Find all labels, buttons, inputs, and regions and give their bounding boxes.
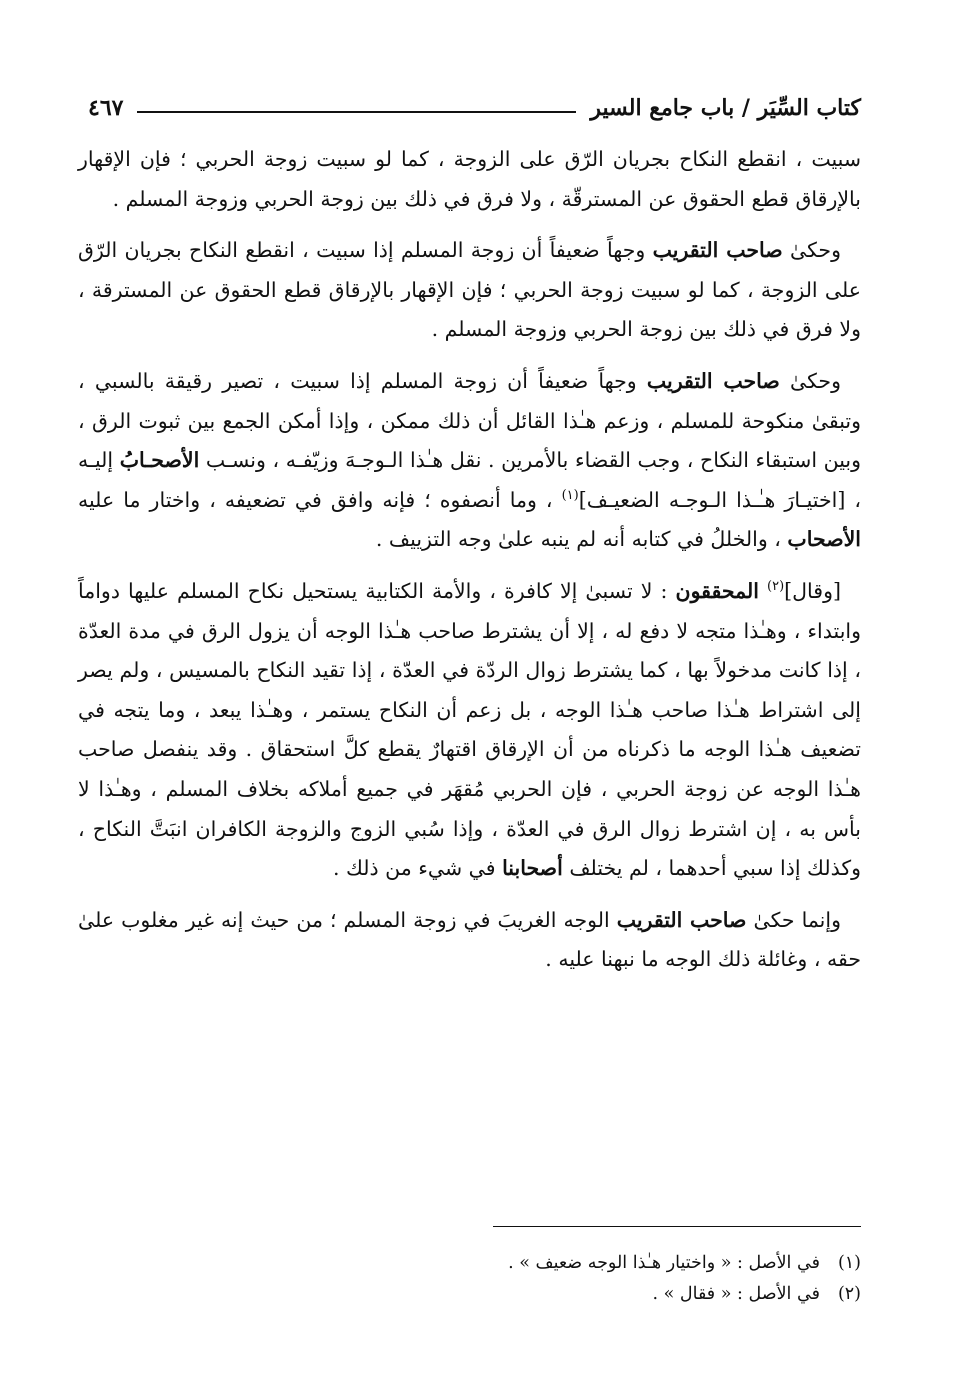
text-run: وحكىٰ <box>779 368 841 393</box>
bold-term: الأصحاب <box>787 527 861 552</box>
text-run: وجهاً ضعيفاً أن زوجة المسلم إذا سبيت ، تصير رقيقة بالسبي ، وتبقىٰ منكوحة للمسلم ، وزعم هـٰذا القائل أن ذلك ممكن ، وإذا أمكن الجمع بين ثبوت الرق ، وبين استبقاء النكاح ، وجب القضاء بالأمرين . نقل هـٰذا الـوجـهَ وزيّفـه ، ونسـب <box>78 368 861 473</box>
bold-term: صاحب التقريب <box>646 368 780 393</box>
text-run: وحكىٰ <box>782 238 841 263</box>
footnote-divider <box>493 1226 861 1227</box>
bold-term: صاحب التقريب <box>616 907 747 932</box>
text-run: وإنما حكىٰ <box>746 907 841 932</box>
text-run: في شيء من ذلك . <box>332 856 503 881</box>
bold-term: أصحابنا <box>502 856 563 881</box>
paragraph <box>78 901 861 980</box>
text-run: ، وما أنصفوه ؛ فإنه وافق في تضعيفه ، واختار ما عليه <box>78 487 562 512</box>
footnote-text: في الأصل : « واختيار هـٰذا الوجه ضعيف » . <box>508 1253 820 1273</box>
page-number: ٤٦٧ <box>88 95 124 121</box>
header-rule <box>137 111 576 113</box>
paragraph <box>78 362 861 560</box>
footnote-item <box>300 1248 861 1279</box>
text-run: إليـه ، [اختيـارَ هـٰـذا الـوجـه الضعيـف] <box>78 448 862 512</box>
bold-term: صاحب التقريب <box>652 238 783 263</box>
main-text <box>78 140 861 992</box>
text-run <box>759 579 767 603</box>
footnote-item <box>300 1279 861 1310</box>
text-run: ، والخللُ في كتابه أنه لم ينبه علىٰ وجه التزييف . <box>375 527 788 552</box>
paragraph <box>78 572 861 889</box>
text-run: سبيت ، انقطع النكاح بجريان الرّق على الزوجة ، كما لو سبيت زوجة الحربي ؛ فإن الإقهار بالإرقاق قطع الحقوق عن المسترقّة ، ولا فرق في ذلك بين زوجة الحربي وزوجة المسلم . <box>78 147 861 211</box>
footnotes <box>300 1248 861 1310</box>
footnote-marker: (١) <box>561 487 579 503</box>
paragraph <box>78 231 861 350</box>
footnote-text: في الأصل : « فقال » . <box>652 1284 820 1304</box>
text-run: [وقال] <box>784 578 841 603</box>
paragraph <box>78 140 861 219</box>
text-run: الوجه الغريبَ في زوجة المسلم ؛ من حيث إنه غير مغلوب علىٰ حقه ، وغائلة ذلك الوجه ما نبهنا عليه . <box>78 907 861 972</box>
header-title: كتاب السِّيَر / باب جامع السير <box>590 95 861 121</box>
bold-term: الأصحـابُ <box>119 448 200 473</box>
footnote-number: (١) <box>837 1253 861 1273</box>
footnote-number: (٢) <box>837 1284 861 1304</box>
footnote-marker: (٢) <box>767 579 785 595</box>
text-run: : لا تسبىٰ إلا كافرة ، والأمة الكتابية يستحيل نكاح المسلم عليها دواماً وابتداء ، وهـٰذا متجه لا دفع له ، إلا أن يشترط صاحب هـٰذا الوجه أن يزول الرق في مدة العدّة ، إذا كانت مدخولاً بها ، كما يشترط زوال الردّة في العدّة ، إذا تقيد النكاح بالمسيس ، ولم يصر إلى اشتراط هـٰذا صاحب هـٰذا الوجه ، بل زعم أن النكاح يستمر ، وهـٰذا يبعد ، وما يتجه في تضعيف هـٰذا الوجه ما ذكرناه من أن الإرقاق اقتهارٌ يقطع كلَّ استحقاق . وقد ينفصل صاحب هـٰذا الوجه عن زوجة الحربي ، فإن الحربي مُقهَر في جميع أملاكه بخلاف المسلم ، وهـٰذا لا بأس به ، إن اشترط زوال الرق في العدّة ، وإذا سُبي الزوج والزوجة الكافران انبَتَّ النكاح ، وكذلك إذا سبي أحدهما ، لم يختلف <box>78 578 861 881</box>
bold-term: المحققون <box>675 578 759 603</box>
text-run: وجهاً ضعيفاً أن زوجة المسلم إذا سبيت ، انقطع النكاح بجريان الرّق على الزوجة ، كما لو سبيت زوجة الحربي ؛ فإن الإقهار بالإرقاق قطع الحقوق عن المسترقة ، ولا فرق في ذلك بين زوجة الحربي وزوجة المسلم . <box>78 238 861 342</box>
running-header <box>88 88 861 128</box>
